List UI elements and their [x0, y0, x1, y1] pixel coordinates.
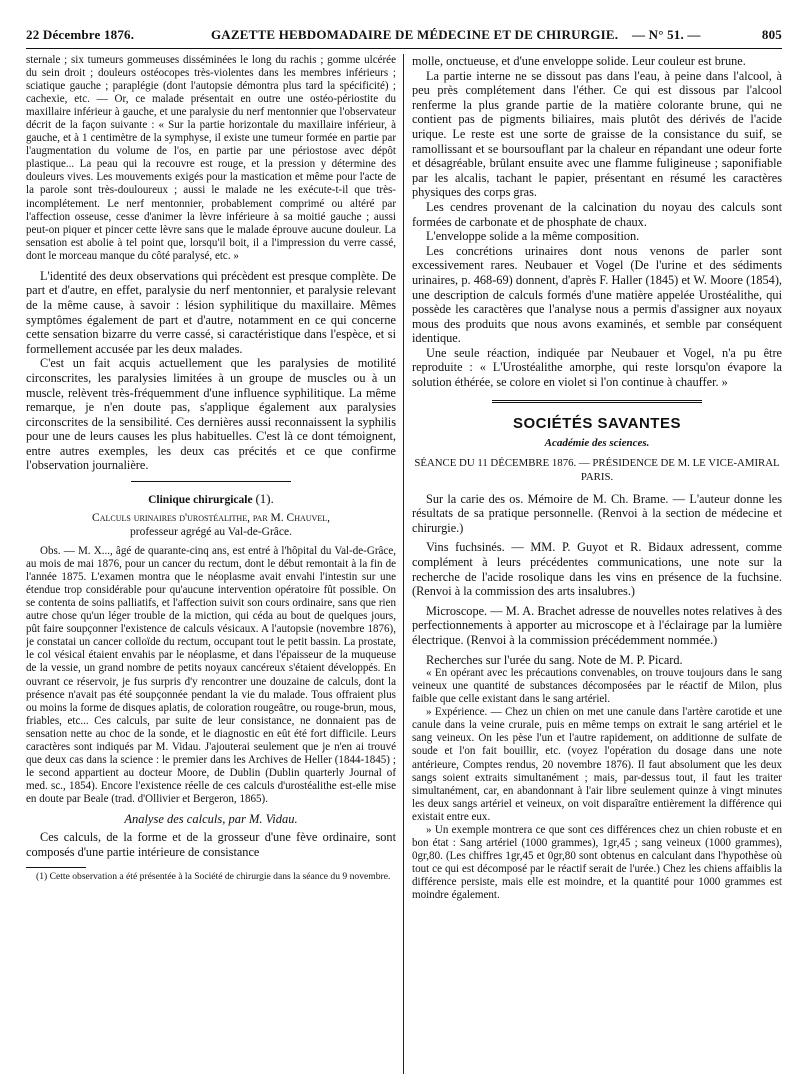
entry-carie-des-os: Sur la carie des os. Mémoire de M. Ch. Brame. — L'auteur donne les résultats de sa pratique personnelle. (Renvoi à la section de médecine et chirurgie.) [412, 491, 782, 535]
footnote: (1) Cette observation a été présentée à la Société de chirurgie dans la séance du 9 novembre. [36, 871, 391, 883]
analysis-intro: Ces calculs, de la forme et de la grosseur d'une fève ordinaire, sont composés d'une partie intérieure de consistance [26, 830, 396, 859]
newspaper-page [26, 0, 782, 1087]
syphilis-case-text: sternale ; six tumeurs gommeuses disséminées le long du rachis ; gomme ulcérée du sein droit ; douleurs ostéocopes très-violentes dans les membres inférieurs ; sciatique gauche ; paraplégie (dont l'autopsie démontra plus tard la spécificité) ; cachexie, etc. — Or, ce malade présentait en outre une ostéo-périostite du maxillaire inférieur à gauche, et une paralysie du nerf mentonnier que l'observateur décrit de la façon suivante : « Sur la partie horizontale du maxillaire inférieur, à gauche, et à 1 centimètre de la symphyse, il existe une tumeur formée en partie par l'augmentation du volume de l'os, en partie par une périostose avec dépôt plastique... La peau qui la recouvre est rouge, et la pression y détermine des douleurs vives. Les mouvements exigés pour la mastication et même pour l'acte de la parole sont très-douloureux ; aussi le malade ne les exécute-t-il que très-incomplétement. Le nerf mentonnier, probablement comprimé ou altéré par l'affection osseuse, cesse d'animer la lèvre inférieure à sa moitié gauche ; aussi peut-on piquer et pincer cette lèvre sans que le malade éprouve aucune douleur. La sensation est abolie à tel point que, lorsqu'il boit, il a l'impression du verre cassé, dont le morceau manque du côté paralysé, etc. » [26, 54, 396, 262]
ash-paragraph: Les cendres provenant de la calcination du noyau des calculs sont formées de carbonate et de phosphate de chaux. [412, 199, 782, 229]
uree-quote-1: « En opérant avec les précautions convenables, on trouve toujours dans le sang veineux une quantité de substances décomposées par le réactif de Milon, plus faible que celle existant dans le sang artériel. [412, 667, 782, 706]
entry-microscope: Microscope. — M. A. Brachet adresse de nouvelles notes relatives à des perfectionnements à apporter au microscope et à l'éclairage par la lumière électrique. (Renvoi à la commission précédemment nommée.) [412, 603, 782, 647]
identity-paragraph: L'identité des deux observations qui précèdent est presque complète. De part et d'autre, en effet, paralysie du nerf mentonnier, et paralysie relevant de la même cause, à savoir : lésion syphilitique du maxillaire. Mêmes symptômes également de part et d'autre, notamment en ce qui concerne cette sensation bizarre du verre cassé, si caractéristique dans l'espèce, et si formellement accusée par les deux malades. [26, 268, 396, 356]
analysis-subheading: Analyse des calculs, par M. Vidau. [124, 812, 298, 826]
column-separator [403, 54, 404, 1074]
rarity-paragraph: Les concrétions urinaires dont nous venons de parler sont excessivement rares. Neubauer et Vogel (De l'urine et des sédiments urinaires, p. 468-69) donnent, d'après F. Haller (1845) et W. Moore (1854), une description de calculs formés d'une matière appelée Urostéalithe, qui possède les caractères que l'analyse nous a permis d'assigner aux noyaux mous des produits que nous avons examinés, et semble par conséquent identique. [412, 243, 782, 346]
article-author-title: professeur agrégé au Val-de-Grâce. [130, 526, 292, 539]
reaction-paragraph: Une seule réaction, indiquée par Neubauer et Vogel, n'a pu être reproduite : « L'Urostéalithe amorphe, qui reste lorsqu'on évapore la solution éthérée, se colore en violet si l'on continue à chauffer. » [412, 345, 782, 390]
section-rule-double [492, 400, 702, 403]
session-line: SÉANCE DU 11 DÉCEMBRE 1876. — PRÉSIDENCE DE M. LE VICE-AMIRAL PARIS. [414, 456, 780, 483]
header-rule [26, 48, 782, 49]
paralysis-paragraph: C'est un fait acquis actuellement que les paralysies de motilité circonscrites, les paralysies limitées à un groupe de muscles ou à un muscle, relèvent très-fréquemment d'une influence syphilitique. La même remarque, je n'en doute pas, s'applique également aux paralysies circonscrites de la sensibilité. Ces dernières aussi reconnaissent la syphilis pour une de leurs causes les plus habituelles. C'est là ce dont témoignent, entre autres exemples, les deux cas précités et ce que confirme l'observation journalière. [26, 356, 396, 473]
analysis-continued: molle, onctueuse, et d'une enveloppe solide. Leur couleur est brune. [412, 54, 746, 68]
article-title: Calculs urinaires d'urostéalithe, par M. Chauvel, [92, 512, 330, 525]
uree-example: » Un exemple montrera ce que sont ces différences chez un chien robuste et en bon état : Sang artériel (1000 grammes), 1gr,45 ; sang veineux (1000 grammes), 0gr,80. (Les chiffres 1gr,45 et 0gr,80 sont obtenus en calculant dans l'hypothèse où tout ce qui est décomposé par le réactif serait de l'urée.) Chez les chiens affaiblis la différence persiste, mais elle est moindre, et la quantité pour 1000 grammes est moindre également. [412, 823, 782, 901]
running-head [26, 27, 782, 45]
entry-uree-du-sang: Recherches sur l'urée du sang. Note de M. P. Picard. [426, 652, 683, 667]
header-date: 22 Décembre 1876. [26, 27, 135, 42]
uree-experience: » Expérience. — Chez un chien on met une canule dans l'artère carotide et une canule dans la veine crurale, puis en même temps on extrait le sang artériel et le sang veineux. On les pèse l'un et l'autre rapidement, on additionne de sulfate de soude et l'on fait bouillir, etc. (voyez l'opération du dosage dans une note antérieure, Comptes rendus, 20 novembre 1876). Il faut absolument que les deux sangs soient extraits simultanément ; mais, par-dessus tout, il faut les traiter simultanément, car, en abandonnant à l'air libre seulement quinze à vingt minutes les deux sangs artériel et veineux, on voit disparaître entièrement la différence qui existait entre eux. [412, 706, 782, 823]
left-column [26, 54, 396, 1074]
footnote-rule [26, 867, 86, 868]
rubric-label: Clinique chirurgicale [148, 494, 253, 507]
right-column [412, 54, 782, 1074]
header-page-number: 805 [761, 27, 782, 42]
envelope-paragraph: L'enveloppe solide a la même composition. [426, 229, 640, 244]
inner-part-paragraph: La partie interne ne se dissout pas dans l'eau, à peine dans l'alcool, à peu près complétement dans l'éther. Ce qui est dissous par l'alcool renferme la plus grande partie de la matière colorante brune, qui ne contient pas de pigments biliaires, mais plutôt des dérivés de l'acide urique. Le reste est une sorte de graisse de la consistance du suif, se ramollissant et se boursouflant par la chaleur en répandant une odeur forte et désagréable, brûlant ensuite avec une flamme fuligineuse ; saponifiable par les alcalis, tachant le papier, présentant en résumé les caractères physiques des corps gras. [412, 68, 782, 200]
entry-vins-fuchsines: Vins fuchsinés. — MM. P. Guyot et R. Bidaux adressent, comme complément à leurs précédentes communications, une note sur la recherche de l'acide rosolique dans les vins en présence de la fuchsine. (Renvoi à la commission des arts insalubres.) [412, 540, 782, 599]
societies-heading: SOCIÉTÉS SAVANTES [513, 414, 681, 432]
footnote-ref: (1). [255, 491, 274, 507]
academy-subheading: Académie des sciences. [544, 436, 650, 449]
header-title: GAZETTE HEBDOMADAIRE DE MÉDECINE ET DE CHIRURGIE. [211, 27, 619, 42]
observation-text: Obs. — M. X..., âgé de quarante-cinq ans, est entré à l'hôpital du Val-de-Grâce, au mois de mai 1876, pour un cancer du rectum, dont le début remontait à la fin de l'année 1875. L'examen montra que le néoplasme avait envahi l'intestin sur une étendue trop considérable pour qu'aucune intervention opératoire fût possible. On se contenta de soins palliatifs, et l'affection suivit son cours ordinaire, sans que rien autre chose qu'un léger trouble de la miction, qui céda au bout de quelques jours, pût faire soupçonner l'existence de calculs vésicaux. A l'autopsie (novembre 1876), je constatai un cancer colloïde du rectum, occupant tout le petit bassin. La prostate, le col vésical étaient envahis par le néoplasme, et dans l'épaisseur de la muqueuse de la vessie, un grand nombre de petits noyaux cancéreux s'étaient développés. En ouvrant ce réservoir, je fus surpris d'y rencontrer une douzaine de calculs, dont la présence n'avait pas été soupçonnée pendant la vie du malade. Tous offraient plus ou moins la forme de disques aplatis, de coloration rougeâtre, ou rouge-brun, mous, friables, etc... Ces calculs, par suite de leur consistance, ne donnaient pas de sensation nette au choc de la sonde, et le diagnostic en eût été fort difficile. Leurs caractères sont indiqués par M. Vidau. J'ajouterai seulement que je n'en ai trouvé que deux cas dans la science : le premier dans les Archives de Heller (1844-1845) ; le second appartient au docteur Moore, de Dublin (Dublin quarterly Journal of med. sc., 1854). Encore l'existence réelle de ces calculs d'urostéalithe est-elle mise en doute par Beale (trad. d'Ollivier et Bergeron, 1865). [26, 545, 396, 805]
section-rule [131, 481, 291, 482]
rubric-clinique [26, 491, 396, 508]
header-issue-number: — N° 51. — [632, 27, 701, 42]
